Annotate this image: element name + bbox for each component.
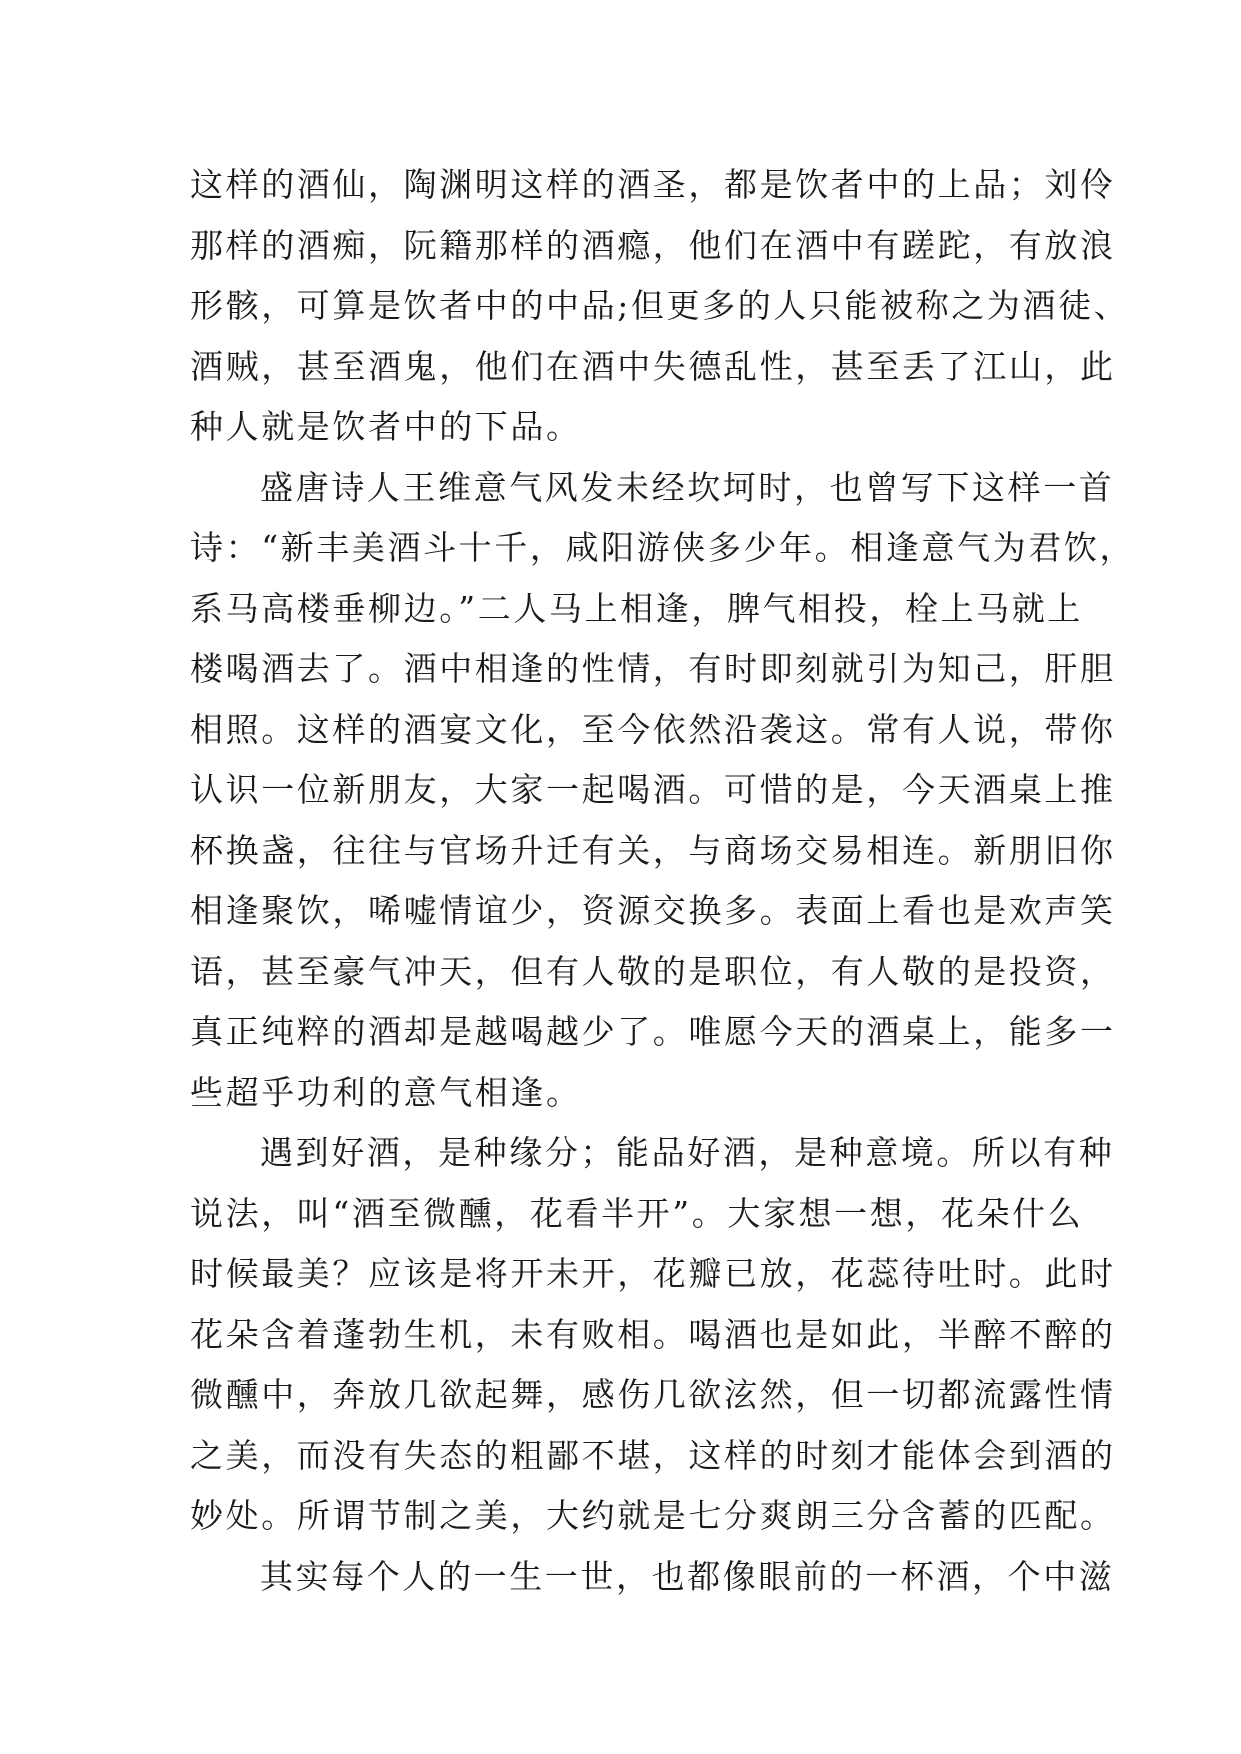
text-line: 真正纯粹的酒却是越喝越少了。唯愿今天的酒桌上，能多一	[190, 1012, 1116, 1051]
text-line: 酒贼，甚至酒鬼，他们在酒中失德乱性，甚至丢了江山，此	[190, 346, 1116, 386]
body-text	[190, 155, 1136, 1607]
text-line: 杯换盏，往往与官场升迁有关，与商场交易相连。新朋旧你	[190, 830, 1116, 870]
text-line: 说法，叫“酒至微醺，花看半开”。大家想一想，花朵什么	[190, 1193, 1084, 1233]
text-line: 楼喝酒去了。酒中相逢的性情，有时即刻就引为知己，肝胆	[190, 649, 1116, 688]
text-line: 妙处。所谓节制之美，大约就是七分爽朗三分含蓄的匹配。	[190, 1496, 1116, 1535]
text-line: 些超乎功利的意气相逢。	[190, 1072, 582, 1112]
text-line: 时候最美？应该是将开未开，花瓣已放，花蕊待吐时。此时	[190, 1254, 1116, 1293]
text-line: 语，甚至豪气冲天，但有人敬的是职位，有人敬的是投资，	[190, 951, 1116, 991]
text-line: 种人就是饮者中的下品。	[190, 407, 582, 446]
text-line: 这样的酒仙，陶渊明这样的酒圣，都是饮者中的上品；刘伶	[190, 165, 1116, 204]
text-line: 形骸，可算是饮者中的中品;但更多的人只能被称之为酒徒、	[190, 286, 1130, 325]
paragraph-first-line: 盛唐诗人王维意气风发未经坎坷时，也曾写下这样一首	[260, 467, 1115, 507]
text-line: 那样的酒痴，阮籍那样的酒瘾，他们在酒中有蹉跎，有放浪	[190, 225, 1116, 265]
text-line: 微醺中，奔放几欲起舞，感伤几欲泫然，但一切都流露性情	[190, 1375, 1116, 1414]
text-line: 系马高楼垂柳边。”二人马上相逢，脾气相投，栓上马就上	[190, 588, 1083, 628]
text-line: 之美，而没有失态的粗鄙不堪，这样的时刻才能体会到酒的	[190, 1435, 1116, 1475]
paragraph-first-line: 遇到好酒，是种缘分；能品好酒，是种意境。所以有种	[260, 1133, 1115, 1172]
text-line: 相照。这样的酒宴文化，至今依然沿袭这。常有人说，带你	[190, 709, 1116, 749]
text-line: 认识一位新朋友，大家一起喝酒。可惜的是，今天酒桌上推	[190, 770, 1116, 809]
text-line: 花朵含着蓬勃生机，未有败相。喝酒也是如此，半醉不醉的	[190, 1314, 1116, 1354]
paragraph-first-line: 其实每个人的一生一世，也都像眼前的一杯酒，个中滋	[260, 1556, 1115, 1596]
text-line: 诗：“新丰美酒斗十千，咸阳游侠多少年。相逢意气为君饮，	[190, 528, 1136, 567]
text-line: 相逢聚饮，唏嘘情谊少，资源交换多。表面上看也是欢声笑	[190, 891, 1116, 930]
